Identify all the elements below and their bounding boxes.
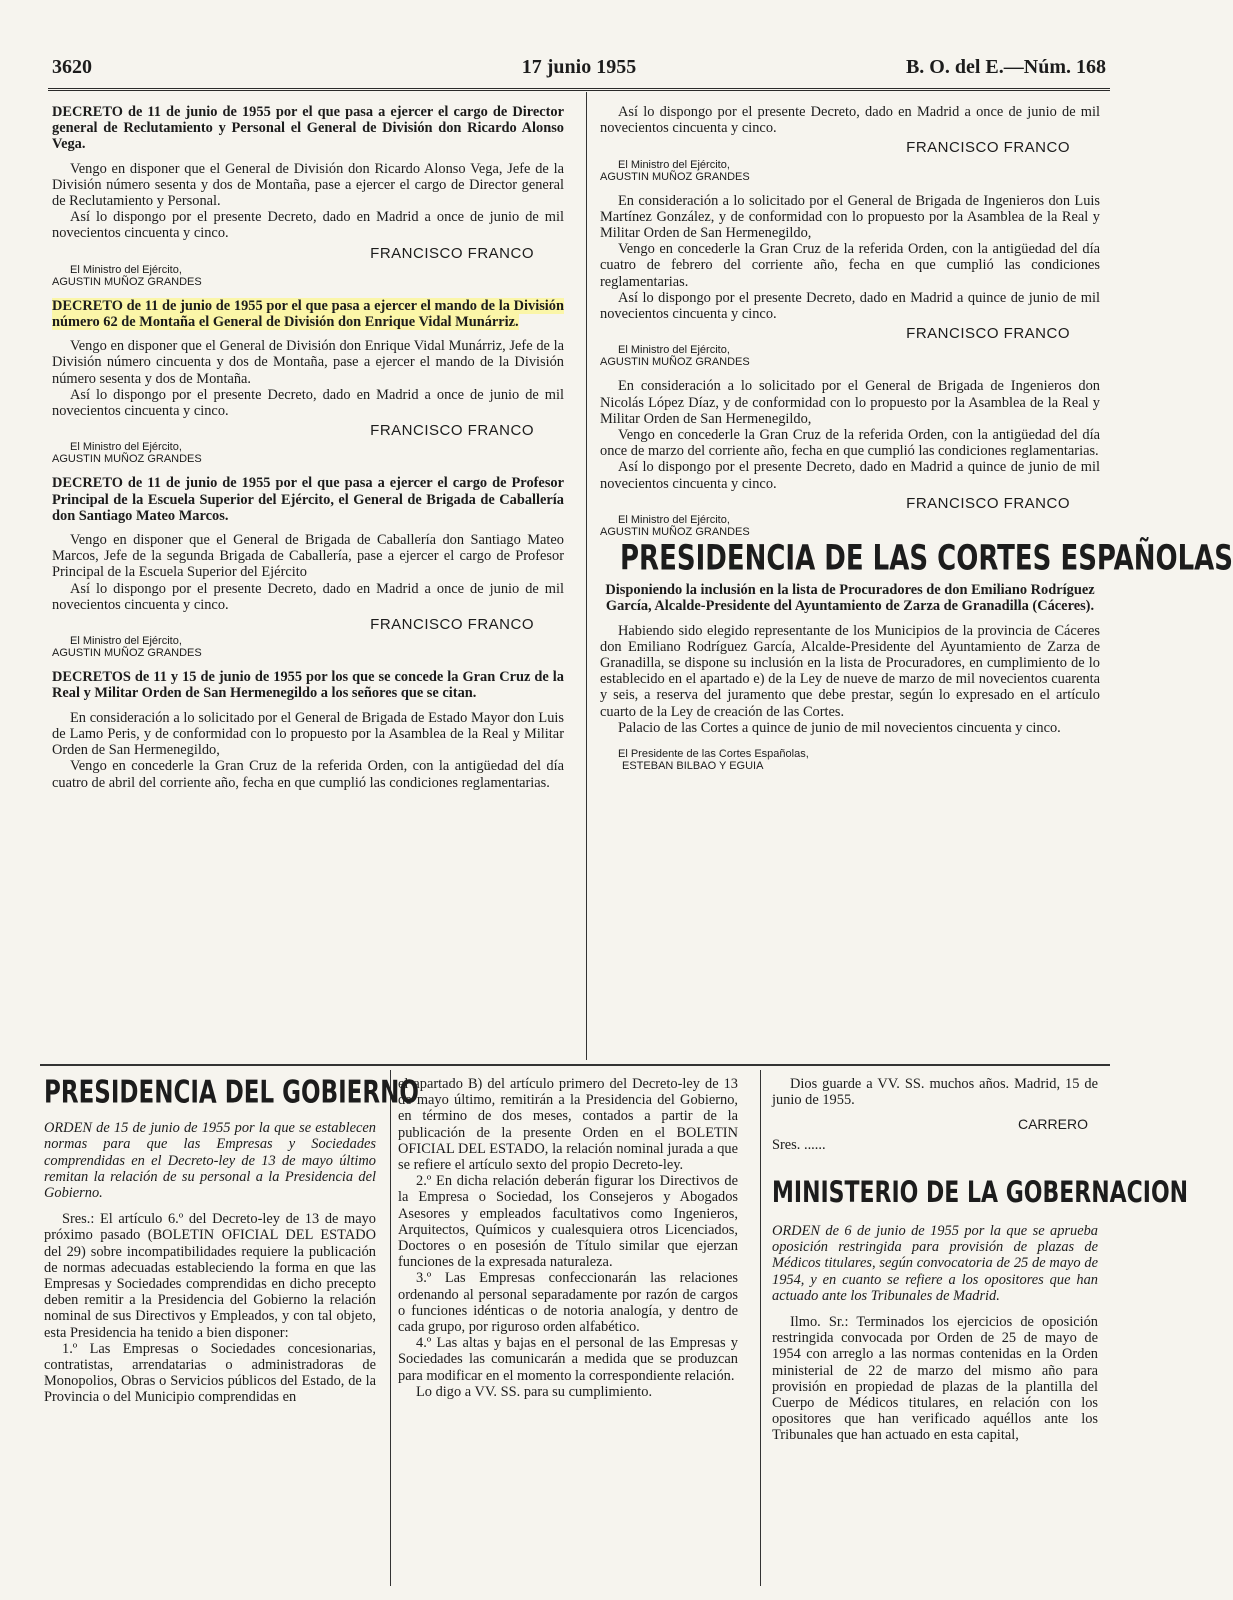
- bulletin-number: B. O. del E.—Núm. 168: [905, 56, 1106, 78]
- right-signature-2: FRANCISCO FRANCO: [906, 325, 1070, 343]
- right-signature-1: FRANCISCO FRANCO: [906, 139, 1070, 157]
- decree-3-title: DECRETO de 11 de junio de 1955 por el que pasa a ejercer el cargo de Profesor Principal de la Escuela Superior del Ejército, el General de Brigada de Caballería don Santiago Mateo Marcos.: [52, 475, 564, 524]
- decree-1-closing: Así lo dispongo por el presente Decreto, dado en Madrid a once de junio de mil novecientos cincuenta y cinco.: [52, 209, 564, 242]
- gobierno-rule-4: 4.º Las altas y bajas en el personal de las Empresas y Sociedades las comunicarán a medida que se produzcan para modificar en el momento la correspondiente relación.: [398, 1335, 738, 1384]
- minister-name: AGUSTIN MUÑOZ GRANDES: [52, 647, 202, 660]
- column-divider-top: [586, 92, 587, 1060]
- gobierno-farewell: Dios guarde a VV. SS. muchos años. Madrid, 15 de junio de 1955.: [772, 1076, 1098, 1109]
- gobernacion-body: Ilmo. Sr.: Terminados los ejercicios de oposición restringida convocada por Orden de 25 de mayo de 1954 con arreglo a las normas contenidas en la Orden ministerial de 22 de marzo del mismo año para provisión en propiedad de plazas de la plantilla del Cuerpo de Médicos titulares, en relación con los opositores que han verificado aquéllos ante los Tribunales que han actuado en esta capital,: [772, 1314, 1098, 1444]
- minister-name: AGUSTIN MUÑOZ GRANDES: [600, 356, 750, 369]
- decree-4-body: En consideración a lo solicitado por el General de Brigada de Estado Mayor don Luis de Lamo Peris, y de conformidad con lo propuesto por la Asamblea de la Real y Militar Orden de San Hermenegildo,: [52, 709, 564, 759]
- page-header: [52, 56, 1106, 84]
- gobierno-section-heading: PRESIDENCIA DEL GOBIERNO: [44, 1075, 419, 1111]
- right-consideration-3: En consideración a lo solicitado por el General de Brigada de Ingenieros don Nicolás López Díaz, y de conformidad con lo propuesto por la Asamblea de la Real y Militar Orden de San Hermenegildo,: [600, 378, 1100, 427]
- gobernacion-order-title: ORDEN de 6 de junio de 1955 por la que se aprueba oposición restringida para provisión de plazas de Médicos titulares, según convocatoria de 25 de mayo de 1954, y en cuanto se refiere a los opositores que han actuado ante los Tribunales de Madrid.: [772, 1223, 1098, 1304]
- right-minister-1: [600, 159, 1100, 183]
- minister-name: AGUSTIN MUÑOZ GRANDES: [52, 275, 202, 288]
- minister-title: El Ministro del Ejército,: [618, 514, 730, 527]
- page-number: 3620: [52, 56, 92, 78]
- decree-1-body: Vengo en disponer que el General de División don Ricardo Alonso Vega, Jefe de la División número sesenta y dos de Montaña, pase a ejercer el cargo de Director general de Reclutamiento y Personal.: [52, 160, 564, 210]
- minister-title: El Ministro del Ejército,: [70, 263, 182, 276]
- decree-4-title: DECRETOS de 11 y 15 de junio de 1955 por los que se concede la Gran Cruz de la Real y Militar Orden de San Hermenegildo a los señores que se citan.: [52, 669, 564, 702]
- minister-name: AGUSTIN MUÑOZ GRANDES: [600, 170, 750, 183]
- decree-2-signature: FRANCISCO FRANCO: [370, 422, 534, 440]
- right-signature-3: FRANCISCO FRANCO: [906, 494, 1070, 512]
- decree-3-minister: [52, 635, 564, 659]
- president-name: ESTEBAN BILBAO Y EGUIA: [622, 760, 764, 773]
- right-closing-1: Así lo dispongo por el presente Decreto, dado en Madrid a once de junio de mil novecientos cincuenta y cinco.: [600, 104, 1100, 137]
- minister-name: AGUSTIN MUÑOZ GRANDES: [52, 453, 202, 466]
- left-column: [52, 104, 564, 791]
- decree-2-body: Vengo en disponer que el General de División don Enrique Vidal Munárriz, Jefe de la División número cincuenta y dos de Montaña, pase a ejercer el mando de la División número sesenta y dos de Montaña.: [52, 338, 564, 387]
- right-minister-2: [600, 344, 1100, 368]
- bottom-column-2: [398, 1076, 738, 1400]
- minister-title: El Ministro del Ejército,: [70, 441, 182, 454]
- cortes-president: [600, 748, 1100, 772]
- right-closing-2: Así lo dispongo por el presente Decreto, dado en Madrid a quince de junio de mil novecientos cincuenta y cinco.: [600, 289, 1100, 323]
- decree-2-title: DECRETO de 11 de junio de 1955 por el que pasa a ejercer el mando de la División número 62 de Montaña el General de División don Enrique Vidal Munárriz.: [52, 297, 564, 331]
- gobierno-closing: Lo digo a VV. SS. para su cumplimiento.: [416, 1383, 653, 1400]
- header-rule: [48, 88, 1110, 91]
- gobierno-rule-1-cont: el apartado B) del artículo primero del Decreto-ley de 13 de mayo último, remitirán a la Presidencia del Gobierno, en término de dos meses, contados a partir de la publicación de la presente Orden en el BOLETIN OFICIAL DEL ESTADO, la relación nominal jurada a que se refiere el artículo sexto del propio Decreto-ley.: [398, 1076, 738, 1174]
- section-rule: [40, 1064, 1110, 1066]
- decree-1-minister: [52, 264, 564, 288]
- decree-3-signature: FRANCISCO FRANCO: [370, 616, 534, 634]
- right-closing-3: Así lo dispongo por el presente Decreto, dado en Madrid a quince de junio de mil novecientos cincuenta y cinco.: [600, 459, 1100, 492]
- gobierno-order-title: ORDEN de 15 de junio de 1955 por la que se establecen normas para que las Empresas y Sociedades comprendidas en el Decreto-ley de 13 de mayo último remitan la relación de su personal a la Presidencia del Gobierno.: [44, 1120, 376, 1202]
- gobierno-recipients: Sres. ......: [772, 1136, 826, 1153]
- decree-3-closing: Así lo dispongo por el presente Decreto, dado en Madrid a once de junio de mil novecientos cincuenta y cinco.: [52, 580, 564, 613]
- cortes-closing: Palacio de las Cortes a quince de junio de mil novecientos cincuenta y cinco.: [618, 719, 1061, 736]
- decree-2-minister: [52, 441, 564, 465]
- decree-1-title: DECRETO de 11 de junio de 1955 por el que pasa a ejercer el cargo de Director general de Reclutamiento y Personal el General de División don Ricardo Alonso Vega.: [52, 104, 564, 153]
- minister-title: El Ministro del Ejército,: [618, 158, 730, 171]
- decree-4-grant: Vengo en concederle la Gran Cruz de la referida Orden, con la antigüedad del día cuatro de abril del corriente año, fecha en que cumplió las condiciones reglamentarias.: [52, 758, 564, 791]
- right-grant-2: Vengo en concederle la Gran Cruz de la referida Orden, con la antigüedad del día cuatro de febrero del corriente año, fecha en que cumplió las condiciones reglamentarias.: [600, 241, 1100, 290]
- cortes-body: Habiendo sido elegido representante de los Municipios de la provincia de Cáceres don Emiliano Rodríguez García, Alcalde-Presidente del Ayuntamiento de Zarza de Granadilla, se dispone su inclusión en la lista de Procuradores, en cumplimiento de lo establecido en el apartado e) de la Ley de nueve de marzo de mil novecientos cuarenta y seis, a reserva del juramento que debe prestar, según lo expresado en el artículo cuarto de la Ley de creación de las Cortes.: [600, 622, 1100, 720]
- decree-2-closing: Así lo dispongo por el presente Decreto, dado en Madrid a once de junio de mil novecientos cincuenta y cinco.: [52, 386, 564, 420]
- decree-1-signature: FRANCISCO FRANCO: [370, 244, 534, 262]
- minister-title: El Ministro del Ejército,: [618, 344, 730, 357]
- decree-3-body: Vengo en disponer que el General de Brigada de Caballería don Santiago Mateo Marcos, Jefe de la segunda Brigada de Caballería, pase a ejercer el cargo de Profesor Principal de la Escuela Superior del Ejército: [52, 532, 564, 581]
- gobernacion-section-heading: MINISTERIO DE LA GOBERNACION: [772, 1176, 1189, 1210]
- column-divider-bottom-1: [390, 1070, 391, 1586]
- cortes-section-heading: PRESIDENCIA DE LAS CORTES ESPAÑOLAS: [620, 538, 1233, 580]
- gobierno-signature: CARRERO: [1017, 1116, 1088, 1133]
- bottom-column-1: [44, 1075, 419, 1406]
- minister-name: AGUSTIN MUÑOZ GRANDES: [600, 526, 750, 539]
- minister-title: El Ministro del Ejército,: [70, 635, 182, 648]
- right-consideration-2: En consideración a lo solicitado por el General de Brigada de Ingenieros don Luis Martínez González, y de conformidad con lo propuesto por la Asamblea de la Real y Militar Orden de San Hermenegildo,: [600, 192, 1100, 242]
- right-minister-3: [600, 514, 1100, 538]
- issue-date: 17 junio 1955: [521, 56, 637, 78]
- gobierno-rule-1: 1.º Las Empresas o Sociedades concesionarias, contratistas, arrendatarias o administradoras de Monopolios, Obras o Servicios públicos del Estado, de la Provincia o del Municipio comprendidas en: [44, 1340, 376, 1406]
- gobierno-intro: Sres.: El artículo 6.º del Decreto-ley de 13 de mayo próximo pasado (BOLETIN OFICIAL DEL ESTADO del 29) sobre incompatibilidades requiere la publicación de normas adecuadas estableciendo la forma en que las Empresas y Sociedades comprendidas en dicho precepto deben remitir a la Presidencia del Gobierno la relación nominal de sus Directivos y Empleados, y con tal objeto, esta Presidencia ha tenido a bien disponer:: [44, 1211, 376, 1341]
- president-title: El Presidente de las Cortes Españolas,: [618, 748, 809, 761]
- column-divider-bottom-2: [760, 1070, 761, 1586]
- right-column: [600, 104, 1233, 782]
- right-grant-3: Vengo en concederle la Gran Cruz de la referida Orden, con la antigüedad del día once de marzo del corriente año, fecha en que cumplió las condiciones reglamentarias.: [600, 427, 1100, 460]
- gobierno-rule-2: 2.º En dicha relación deberán figurar los Directivos de la Empresa o Sociedad, los Consejeros y Abogados Asesores y empleados facultativos como Ingenieros, Arquitectos, Químicos y cualesquiera otros Licenciados, Doctores o en posesión de Título similar que ejerzan funciones de la expresada naturaleza.: [398, 1173, 738, 1271]
- gobierno-rule-3: 3.º Las Empresas confeccionarán las relaciones ordenando al personal separadamente por razón de cargos o funciones idénticas o de notoria analogía, y dentro de cada grupo, por riguroso orden alfabético.: [398, 1270, 738, 1336]
- bottom-column-3: [772, 1076, 1189, 1444]
- cortes-title: Disponiendo la inclusión en la lista de Procuradores de don Emiliano Rodríguez García, Alcalde-Presidente del Ayuntamiento de Zarza de Granadilla (Cáceres).: [605, 582, 1095, 615]
